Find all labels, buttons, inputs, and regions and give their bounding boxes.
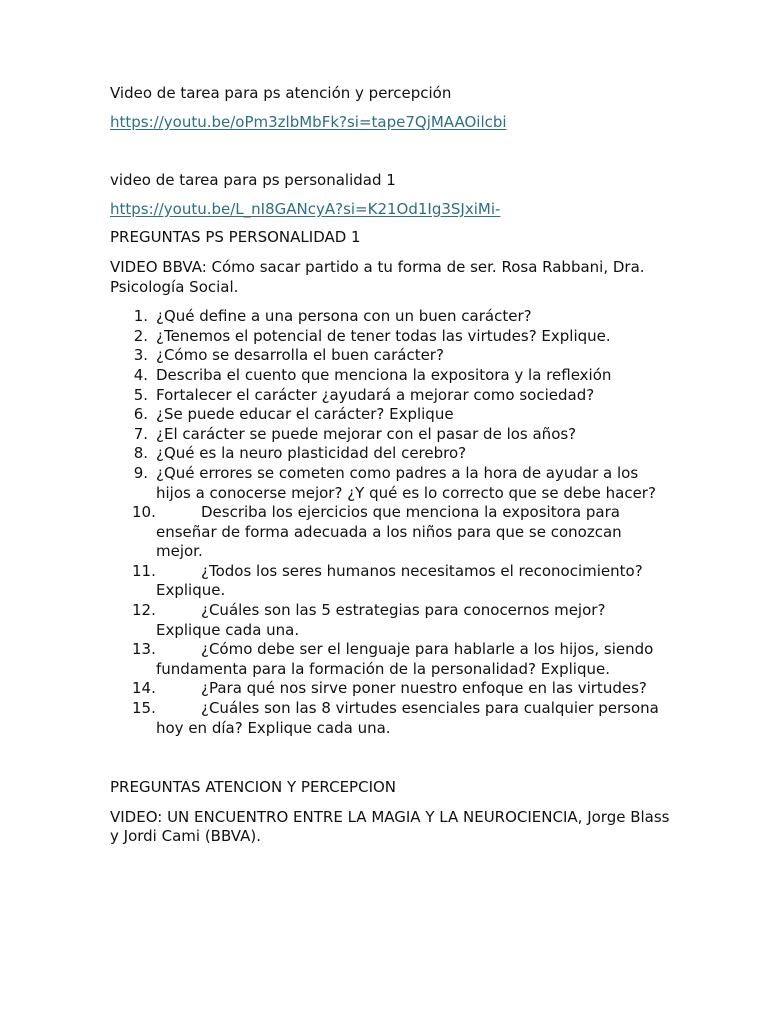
question-number: 3. (133, 346, 148, 365)
question-number: 4. (133, 365, 148, 384)
question-text: ¿Qué errores se cometen como padres a la hora de ayudar a los hijos a conocerse mejor? ¿Y qué es lo correcto que se debe hacer? (156, 463, 656, 502)
question-text: Describa los ejercicios que menciona la expositora para enseñar de forma adecuada a los niños para que se conozcan mejor. (156, 503, 622, 561)
question-item (110, 425, 670, 445)
question-number: 5. (133, 385, 148, 404)
question-item (110, 405, 670, 425)
question-text: ¿Se puede educar el carácter? Explique (156, 405, 454, 424)
video-bbva-description: VIDEO BBVA: Cómo sacar partido a tu forma de ser. Rosa Rabbani, Dra. Psicología Social. (110, 257, 645, 296)
question-number: 12. (132, 601, 156, 620)
question-text: ¿Para qué nos sirve poner nuestro enfoque en las virtudes? (201, 679, 647, 698)
video-task-personality-line: video de tarea para ps personalidad 1 (110, 171, 396, 190)
question-text: ¿El carácter se puede mejorar con el pasar de los años? (156, 424, 577, 443)
question-number: 7. (133, 424, 148, 443)
question-item (110, 640, 670, 679)
question-number: 13. (132, 640, 156, 659)
question-item (110, 679, 670, 699)
youtube-link-attention[interactable]: https://youtu.be/oPm3zlbMbFk?si=tape7QjMAAOilcbi (110, 112, 507, 131)
question-list (110, 307, 670, 738)
question-item (110, 366, 670, 386)
question-number: 1. (133, 307, 148, 326)
document-body (110, 84, 670, 847)
youtube-link-personality[interactable]: https://youtu.be/L_nI8GANcyA?si=K21Od1Ig3SJxiMi- (110, 199, 501, 218)
question-number: 11. (132, 561, 156, 580)
question-item (110, 503, 670, 562)
question-item (110, 444, 670, 464)
question-text: ¿Cuáles son las 8 virtudes esenciales para cualquier persona hoy en día? Explique cada una. (156, 699, 659, 737)
question-text: ¿Cómo debe ser el lenguaje para hablarle a los hijos, siendo fundamenta para la formación de la personalidad? Explique. (156, 640, 654, 678)
question-item (110, 699, 670, 738)
question-item (110, 562, 670, 601)
question-number: 10. (132, 503, 156, 522)
video-magic-neuroscience-description: VIDEO: UN ENCUENTRO ENTRE LA MAGIA Y LA NEUROCIENCIA, Jorge Blass y Jordi Cami (BBVA). (110, 807, 670, 846)
question-text: ¿Qué es la neuro plasticidad del cerebro? (156, 444, 467, 463)
video-task-attention-line: Video de tarea para ps atención y percepción (110, 84, 452, 102)
question-text: Describa el cuento que menciona la expositora y la reflexión (156, 365, 612, 384)
question-item (110, 601, 670, 640)
question-text: Fortalecer el carácter ¿ayudará a mejorar como sociedad? (156, 385, 595, 404)
heading-personality-questions: PREGUNTAS PS PERSONALIDAD 1 (110, 228, 361, 247)
question-number: 14. (132, 679, 156, 698)
question-item (110, 307, 670, 327)
question-number: 15. (132, 699, 156, 718)
question-text: ¿Cuáles son las 5 estrategias para conocernos mejor? Explique cada una. (156, 601, 606, 639)
heading-attention-questions: PREGUNTAS ATENCION Y PERCEPCION (110, 778, 397, 797)
question-text: ¿Cómo se desarrolla el buen carácter? (156, 346, 444, 365)
question-item (110, 346, 670, 366)
question-text: ¿Qué define a una persona con un buen carácter? (156, 307, 532, 326)
question-text: ¿Todos los seres humanos necesitamos el reconocimiento? Explique. (156, 561, 643, 600)
question-number: 8. (133, 444, 148, 463)
question-text: ¿Tenemos el potencial de tener todas las virtudes? Explique. (156, 326, 611, 345)
question-item (110, 386, 670, 406)
question-item (110, 327, 670, 347)
question-item (110, 464, 670, 503)
question-number: 9. (133, 463, 148, 482)
question-number: 2. (133, 326, 148, 345)
question-number: 6. (133, 405, 148, 424)
